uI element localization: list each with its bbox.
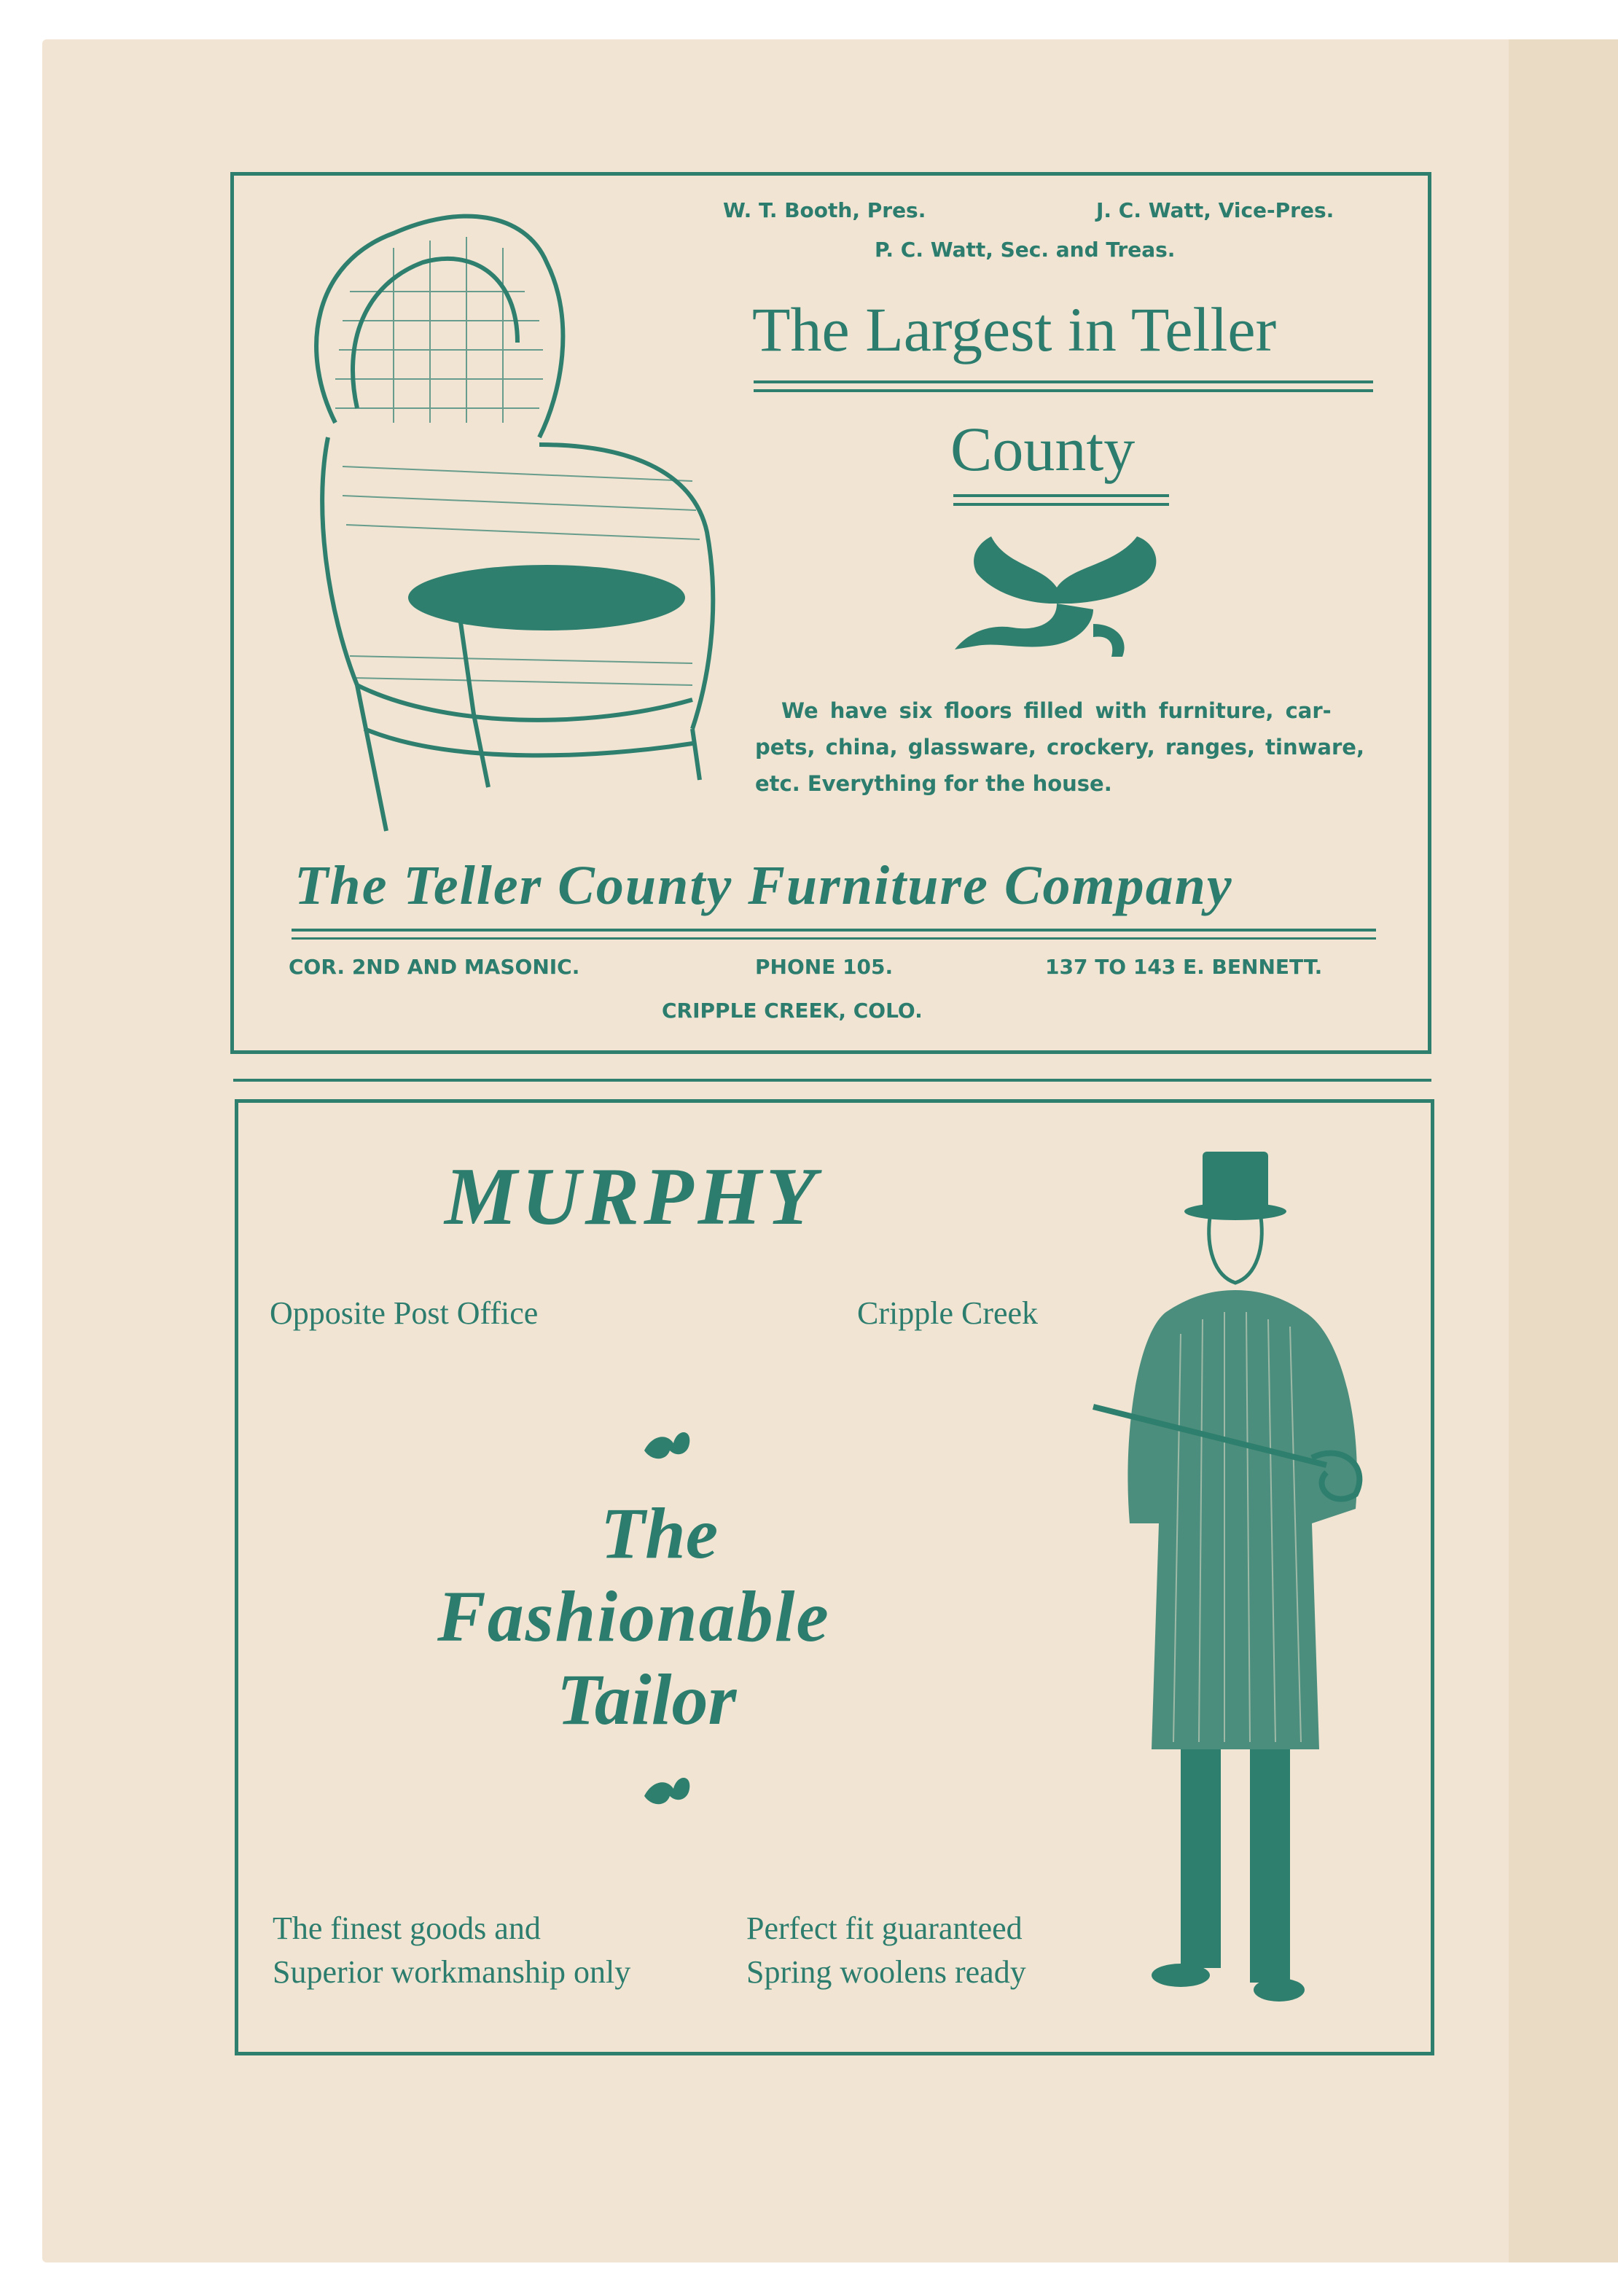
- features-left-2: Superior workmanship only: [273, 1954, 631, 1990]
- address-right: 137 TO 143 E. BENNETT.: [1045, 955, 1323, 979]
- tailor-name: MURPHY: [445, 1152, 821, 1242]
- body-line-3: etc. Everything for the house.: [755, 771, 1112, 796]
- headline-rule-2b: [953, 503, 1169, 506]
- tagline-tailor: Tailor: [557, 1659, 737, 1740]
- tagline-fashionable: Fashionable: [437, 1576, 830, 1657]
- company-rule-a: [292, 929, 1376, 932]
- body-line-1: We have six floors filled with furniture, car-: [781, 698, 1332, 723]
- headline-rule-2a: [953, 494, 1169, 497]
- location-left: Opposite Post Office: [270, 1295, 539, 1331]
- company-name: The Teller County Furniture Company: [294, 855, 1233, 916]
- headline-line1: The Largest in Teller: [752, 294, 1277, 364]
- city: CRIPPLE CREEK, COLO.: [662, 999, 923, 1023]
- ad-separator-rule: [233, 1079, 1431, 1082]
- officers-line2: P. C. Watt, Sec. and Treas.: [875, 238, 1176, 262]
- leaf-ornament-bottom-icon: [637, 1767, 695, 1811]
- torn-paper-edge: [1509, 39, 1618, 2262]
- phone: PHONE 105.: [755, 955, 894, 979]
- features-right-2: Spring woolens ready: [746, 1954, 1026, 1990]
- leaf-ornament-top-icon: [637, 1421, 695, 1465]
- features-right-1: Perfect fit guaranteed: [746, 1910, 1023, 1946]
- gentleman-in-top-hat-illustration: [1079, 1144, 1414, 2019]
- officers-line1-left: W. T. Booth, Pres.: [723, 198, 926, 222]
- tagline-the: The: [601, 1493, 719, 1574]
- officers-line1-right: J. C. Watt, Vice-Pres.: [1096, 198, 1334, 222]
- features-left-1: The finest goods and: [273, 1910, 541, 1946]
- wicker-chair-illustration: [284, 204, 736, 838]
- body-line-2: pets, china, glassware, crockery, ranges, tinware,: [755, 735, 1364, 760]
- headline-rule-1b: [754, 389, 1373, 392]
- location-right: Cripple Creek: [857, 1295, 1039, 1331]
- headline-line2: County: [950, 414, 1136, 484]
- flower-ornament-icon: [947, 522, 1181, 660]
- company-rule-b: [292, 937, 1376, 940]
- address-left: COR. 2ND AND MASONIC.: [289, 955, 580, 979]
- headline-rule-1a: [754, 380, 1373, 383]
